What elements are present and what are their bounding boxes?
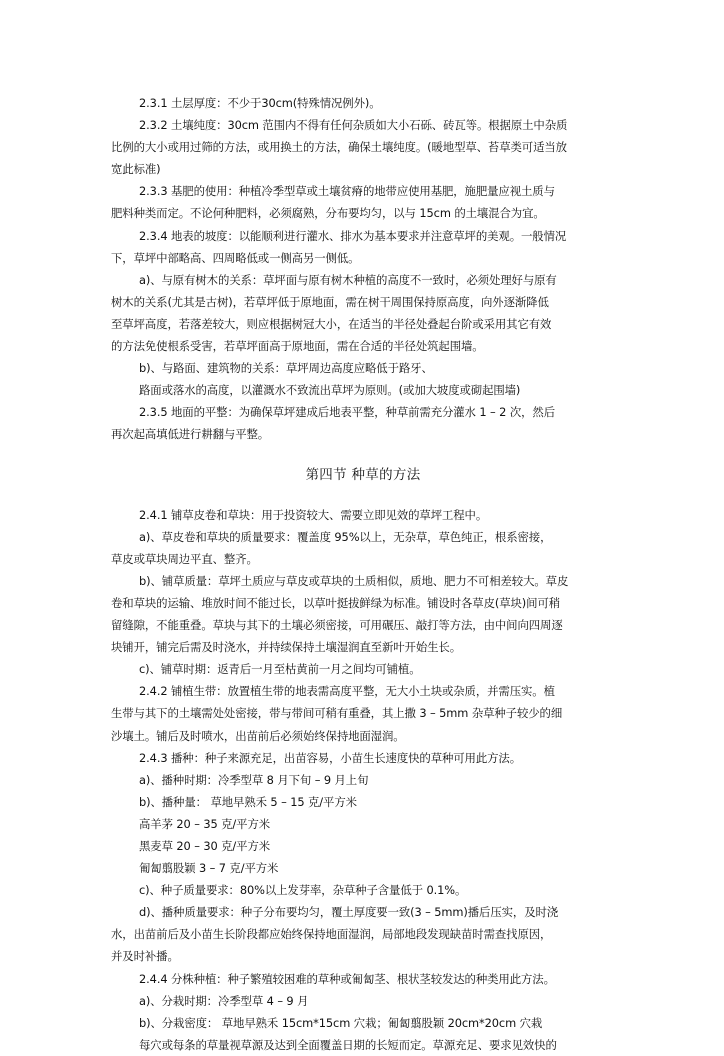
text-line: c)、种子质量要求：80%以上发芽率，杂草种子含量低于 0.1%。 xyxy=(139,883,467,898)
text-line: b)、铺草质量：草坪土质应与草皮或草块的土质相似，质地、肥力不可相差较大。草皮 xyxy=(139,573,569,588)
text-line: 每穴或每条的草量视草源及达到全面覆盖日期的长短而定。草源充足、要求见效快的 xyxy=(139,1037,557,1052)
section-2-3-paragraphs xyxy=(111,92,615,446)
paragraph xyxy=(111,357,615,379)
section-heading: 第四节 种草的方法 xyxy=(305,466,421,483)
text-line: d)、播种质量要求：种子分布要均匀，覆土厚度要一致(3 – 5mm)播后压实，及时浇 xyxy=(139,905,559,920)
paragraph xyxy=(111,747,615,769)
paragraph xyxy=(111,857,615,879)
paragraph xyxy=(111,379,615,401)
text-line: 匍匐翦股颖 3 – 7 克/平方米 xyxy=(139,861,279,876)
paragraph xyxy=(111,1034,615,1056)
text-line: b)、与路面、建筑物的关系：草坪周边高度应略低于路牙、 xyxy=(139,361,433,376)
text-line: b)、播种量： 草地早熟禾 5 – 15 克/平方米 xyxy=(139,794,357,809)
paragraph xyxy=(111,526,615,570)
paragraph xyxy=(111,1012,615,1034)
paragraph xyxy=(111,769,615,791)
text-line: 2.4.4 分株种植：种子繁殖较困难的草种或匍匐茎、根状茎较发达的种类用此方法。 xyxy=(139,971,555,986)
text-line: 留缝隙，不能重叠。草块与其下的土壤必须密接，可用碾压、敲打等方法，由中间向四周逐 xyxy=(111,618,563,633)
text-line: 2.4.1 铺草皮卷和草块：用于投资较大、需要立即见效的草坪工程中。 xyxy=(139,507,488,522)
text-line: 2.4.3 播种：种子来源充足，出苗容易，小苗生长速度快的草种可用此方法。 xyxy=(139,750,522,765)
text-line: c)、铺草时期：返青后一月至枯黄前一月之间均可铺植。 xyxy=(139,662,421,677)
paragraph xyxy=(111,835,615,857)
text-line: 并及时补播。 xyxy=(111,949,179,964)
text-line: b)、分栽密度： 草地早熟禾 15cm*15cm 穴栽；匍匐翦股颖 20cm*20cm 穴栽 xyxy=(139,1015,543,1030)
paragraph xyxy=(111,225,615,269)
text-line: 2.3.5 地面的平整：为确保草坪建成后地表平整，种草前需充分灌水 1 – 2 次，然后 xyxy=(139,405,555,420)
text-line: 2.3.2 土壤纯度：30cm 范围内不得有任何杂质如大小石砾、砖瓦等。根据原土中杂质 xyxy=(139,118,568,133)
text-line: 再次起高填低进行耕翻与平整。 xyxy=(111,427,270,442)
document-body xyxy=(111,92,615,1056)
text-line: 路面或落水的高度，以灌溉水不致流出草坪为原则。(或加大坡度或砌起围墙) xyxy=(139,383,521,398)
text-line: 至草坪高度，若落差较大，则应根据树冠大小，在适当的半径处叠起台阶或采用其它有效 xyxy=(111,316,552,331)
text-line: 生带与其下的土壤需处处密接，带与带间可稍有重叠，其上撒 3 – 5mm 杂草种子较少的细 xyxy=(111,706,563,721)
text-line: a)、与原有树木的关系：草坪面与原有树木种植的高度不一致时，必须处理好与原有 xyxy=(139,272,557,287)
text-line: 2.3.3 基肥的使用：种植冷季型草或土壤贫瘠的地带应使用基肥，施肥量应视土质与 xyxy=(139,184,555,199)
text-line: 2.3.1 土层厚度：不少于30cm(特殊情况例外)。 xyxy=(139,96,381,110)
paragraph xyxy=(111,504,615,526)
text-line: 比例的大小或用过筛的方法，或用换土的方法，确保土壤纯度。(暖地型草、苔草类可适当放 xyxy=(111,140,567,155)
paragraph xyxy=(111,269,615,357)
text-line: 下，草坪中部略高、四周略低或一侧高另一侧低。 xyxy=(111,250,360,265)
paragraph xyxy=(111,879,615,901)
paragraph xyxy=(111,968,615,990)
text-line: 的方法免使根系受害，若草坪面高于原地面，需在合适的半径处筑起围墙。 xyxy=(111,339,484,354)
text-line: 高羊茅 20 – 35 克/平方米 xyxy=(139,816,271,831)
text-line: 宽此标准) xyxy=(111,162,161,177)
text-line: 2.3.4 地表的坡度：以能顺利进行灌水、排水为基本要求并注意草坪的美观。一般情况 xyxy=(139,228,567,243)
paragraph xyxy=(111,680,615,746)
text-line: 沙壤土。铺后及时喷水，出苗前后必须始终保持地面湿润。 xyxy=(111,728,405,743)
text-line: a)、分栽时期：冷季型草 4 – 9 月 xyxy=(139,993,309,1008)
paragraph xyxy=(111,658,615,680)
paragraph xyxy=(111,180,615,224)
paragraph xyxy=(111,114,615,180)
text-line: 肥料种类而定。不论何种肥料，必须腐熟，分布要均匀，以与 15cm 的土壤混合为宜。 xyxy=(111,206,545,221)
paragraph xyxy=(111,401,615,445)
paragraph xyxy=(111,92,615,114)
paragraph xyxy=(111,570,615,658)
paragraph xyxy=(111,990,615,1012)
paragraph xyxy=(111,901,615,967)
text-line: 水，出苗前后及小苗生长阶段都应始终保持地面湿润，局部地段发现缺苗时需查找原因， xyxy=(111,927,552,942)
text-line: 2.4.2 铺植生带：放置植生带的地表需高度平整，无大小土块或杂质，并需压实。植 xyxy=(139,684,555,699)
section-2-4-paragraphs xyxy=(111,504,615,1056)
text-line: 草皮或草块周边平直、整齐。 xyxy=(111,551,258,566)
text-line: 黑麦草 20 – 30 克/平方米 xyxy=(139,839,271,853)
text-line: a)、播种时期：冷季型草 8 月下旬 – 9 月上旬 xyxy=(139,772,369,787)
text-line: a)、草皮卷和草块的质量要求：覆盖度 95%以上，无杂草，草色纯正，根系密接， xyxy=(139,529,552,544)
paragraph xyxy=(111,791,615,813)
paragraph xyxy=(111,813,615,835)
text-line: 卷和草块的运输、堆放时间不能过长，以草叶挺拔鲜绿为标准。铺设时各草皮(草块)间可稍 xyxy=(111,595,561,610)
text-line: 块铺开，铺完后需及时浇水，并持续保持土壤湿润直至新叶开始生长。 xyxy=(111,640,462,655)
text-line: 树木的关系(尤其是古树)，若草坪低于原地面，需在树干周围保持原高度，向外逐渐降低 xyxy=(111,294,549,309)
